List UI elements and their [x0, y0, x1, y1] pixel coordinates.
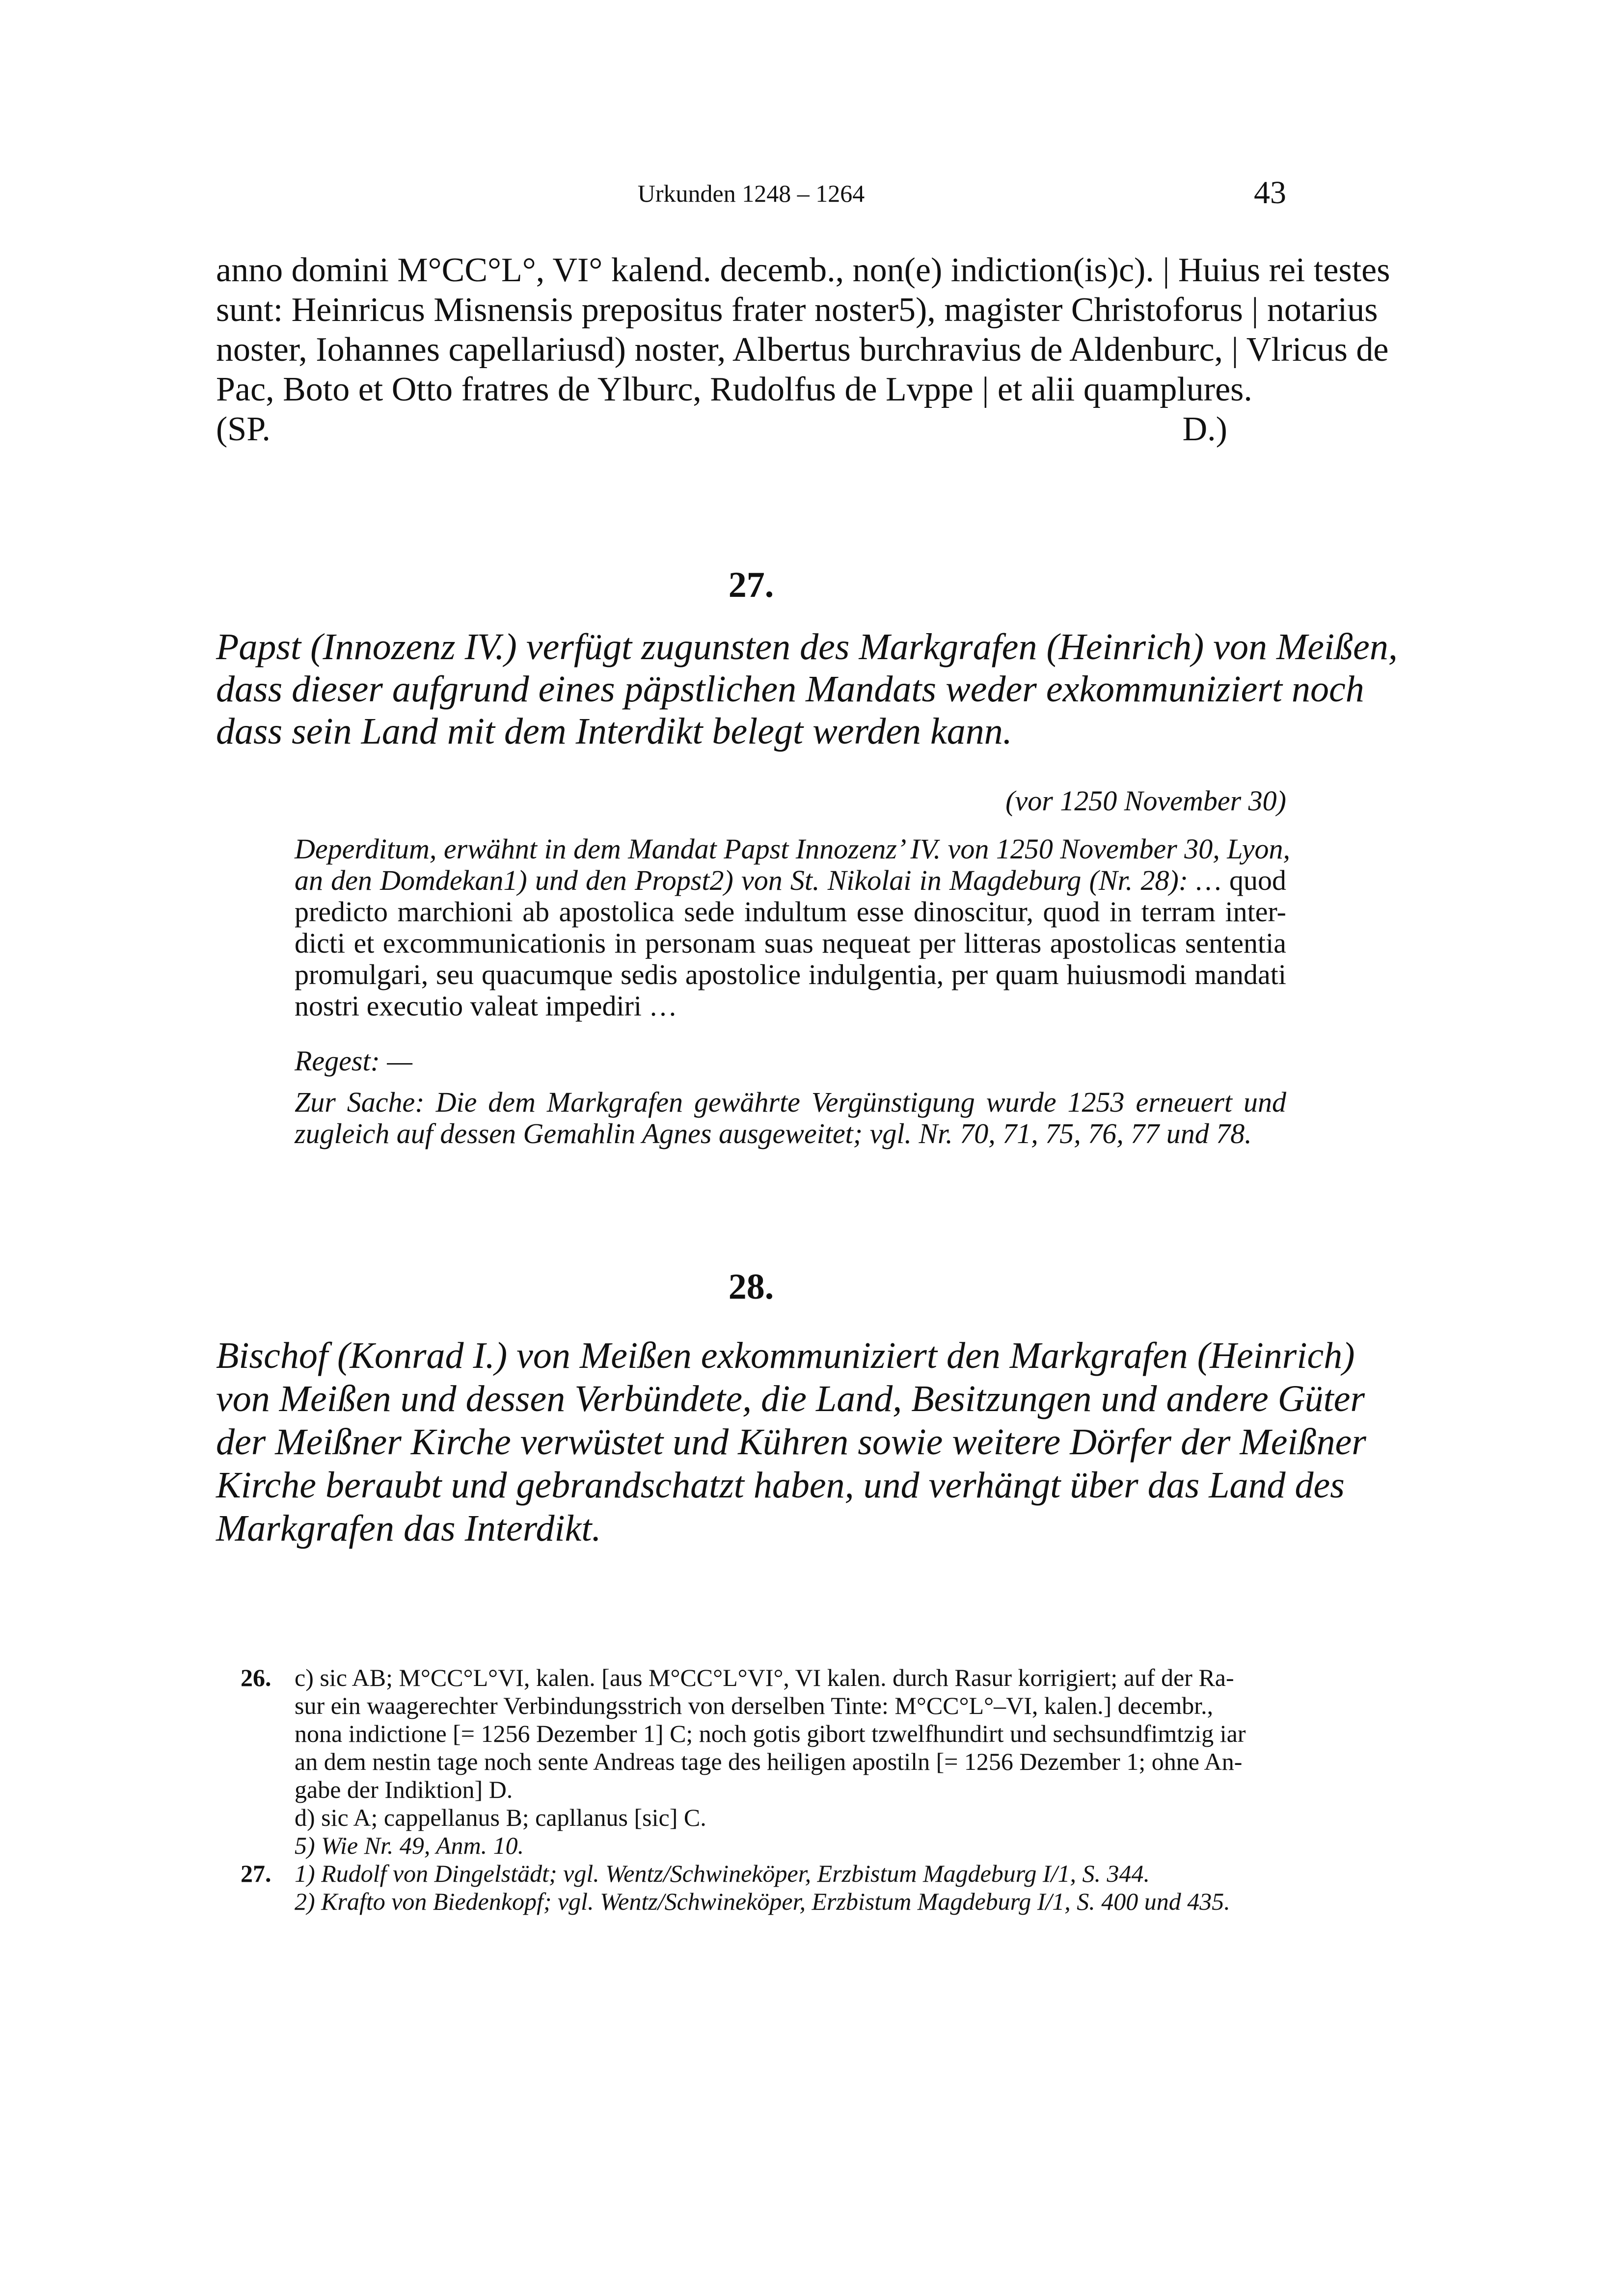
summary-line: Bischof (Konrad I.) von Meißen exkommuniziert den Markgrafen (Heinrich) [216, 1335, 1355, 1376]
footnotes [241, 1664, 1286, 1916]
footnote-line: d) sic A; cappellanus B; capllanus [sic] C. [295, 1804, 706, 1831]
footnote-line: 1) Rudolf von Dingelstädt; vgl. Wentz/Schwineköper, Erzbistum Magdeburg I/1, S. 344. [295, 1860, 1150, 1887]
commentary-line: promulgari, seu quacumque sedis apostolice indulgentia, per quam huiusmodi mandati [295, 959, 1286, 990]
footnote-group-26 [241, 1664, 1286, 1860]
document-number-27: 27. [728, 565, 774, 605]
summary-line: von Meißen und dessen Verbündete, die Land, Besitzungen und andere Güter [216, 1378, 1365, 1419]
summary-line: der Meißner Kirche verwüstet und Kühren sowie weitere Dörfer der Meißner [216, 1421, 1366, 1463]
footnote-line: c) sic AB; M°CC°L°VI, kalen. [aus M°CC°L°VI°, VI kalen. durch Rasur korrigiert; auf der Ra- [295, 1664, 1234, 1691]
footnote-group-27 [241, 1860, 1286, 1916]
charter-text-continuation [216, 250, 1390, 449]
running-header [216, 174, 1286, 218]
subject-line: zugleich auf dessen Gemahlin Agnes ausgeweitet; vgl. Nr. 70, 71, 75, 76, 77 und 78. [295, 1118, 1252, 1149]
document-summary-27 [216, 626, 1398, 752]
text-line: sunt: Heinricus Misnensis prepositus frater noster5), magister Christoforus | notarius [216, 291, 1378, 329]
summary-line: Papst (Innozenz IV.) verfügt zugunsten des Markgrafen (Heinrich) von Meißen, [216, 626, 1398, 667]
footnote-line: 2) Krafto von Biedenkopf; vgl. Wentz/Schwineköper, Erzbistum Magdeburg I/1, S. 400 und 435. [295, 1888, 1230, 1915]
page-number: 43 [1254, 175, 1286, 211]
commentary-line: Deperditum, erwähnt in dem Mandat Papst Innozenz’ IV. von 1250 November 30, Lyon, [295, 833, 1291, 865]
summary-line: Markgrafen das Interdikt. [216, 1508, 601, 1549]
document-summary-28 [216, 1334, 1366, 1550]
commentary-line: nostri executio valeat impediri … [295, 990, 677, 1022]
footnote-line: sur ein waagerechter Verbindungsstrich von derselben Tinte: M°CC°L°–VI, kalen.] decembr., [295, 1692, 1214, 1719]
footnote-line: 5) Wie Nr. 49, Anm. 10. [295, 1832, 524, 1859]
subject-line: Zur Sache: Die dem Markgrafen gewährte Vergünstigung wurde 1253 erneuert und [295, 1086, 1286, 1118]
commentary-27 [295, 833, 1291, 1022]
commentary-italic: an den Domdekan1) und den Propst2) von St. Nikolai in Magdeburg (Nr. 28): … [295, 864, 1221, 896]
document-date: (vor 1250 November 30) [1005, 785, 1286, 817]
footnote-line: an dem nestin tage noch sente Andreas tage des heiligen apostiln [= 1256 Dezember 1; ohne An- [295, 1748, 1243, 1775]
footnote-line: nona indictione [= 1256 Dezember 1] C; noch gotis gibort tzwelfhundirt und sechsundfimtzig iar [295, 1720, 1246, 1747]
commentary-line: predicto marchioni ab apostolica sede indultum esse dinoscitur, quod in terram inter- [295, 896, 1286, 928]
running-title: Urkunden 1248 – 1264 [637, 180, 865, 207]
text-line: anno domini M°CC°L°, VI° kalend. decemb., non(e) indiction(is)c). | Huius rei testes [216, 251, 1390, 289]
text-line: noster, Iohannes capellariusd) noster, Albertus burchravius de Aldenburc, | Vlricus de [216, 331, 1389, 369]
footnote-group-number: 27. [241, 1860, 271, 1887]
subject-note [295, 1087, 1286, 1149]
summary-line: dass dieser aufgrund eines päpstlichen Mandats weder exkommuniziert noch [216, 668, 1364, 710]
regest-note: Regest: — [295, 1045, 412, 1077]
commentary-line [295, 865, 1286, 896]
commentary-line: dicti et excommunicationis in personam suas nequeat per litteras apostolicas sententia [295, 927, 1286, 959]
footnote-group-number: 26. [241, 1664, 271, 1691]
text-line: Pac, Boto et Otto fratres de Ylburc, Rudolfus de Lvppe | et alii quamplures. [216, 371, 1252, 408]
summary-line: Kirche beraubt und gebrandschatzt haben, und verhängt über das Land des [216, 1465, 1345, 1506]
document-number-28: 28. [728, 1267, 774, 1307]
footnote-line: gabe der Indiktion] D. [295, 1776, 513, 1803]
seal-note: (SP. D.) [216, 410, 1227, 448]
summary-line: dass sein Land mit dem Interdikt belegt werden kann. [216, 711, 1012, 752]
commentary-quote-start: quod [1221, 864, 1287, 896]
